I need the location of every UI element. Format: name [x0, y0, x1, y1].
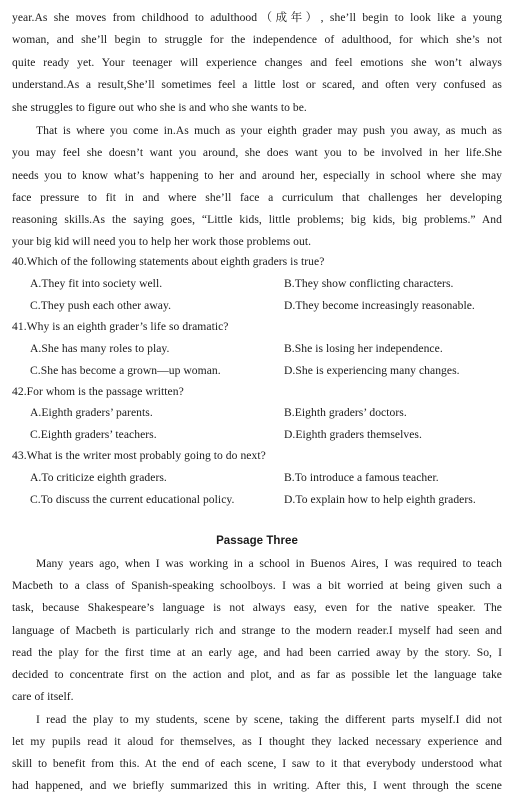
passage-line: needs you to know what’s happening to her and around her, especially in school where she may: [12, 169, 502, 182]
answer-option: B.To introduce a famous teacher.: [284, 471, 439, 484]
answer-option: D.To explain how to help eighth graders.: [284, 493, 476, 506]
passage-line: you may feel she doesn’t want you around, she does want you to be involved in her life.She: [12, 146, 502, 159]
passage-line: woman, and she’ll begin to struggle for the independence of adulthood, for which she’s not: [12, 33, 502, 46]
passage-line: That is where you come in.As much as your eighth grader may push you away, as much as: [36, 124, 502, 137]
question-stem: 42.For whom is the passage written?: [12, 385, 184, 398]
answer-option: A.She has many roles to play.: [30, 342, 170, 355]
section-heading: Passage Three: [216, 535, 298, 547]
answer-option: C.Eighth graders’ teachers.: [30, 428, 157, 441]
passage-line: read the play for the first time at an early age, and had been carried away by the story. So, I: [12, 646, 502, 659]
passage-line: let my pupils read it aloud for themselves, as I thought they lacked necessary experience and: [12, 735, 502, 748]
passage-line: had happened, and we briefly summarized this in writing. After this, I went through the scene: [12, 779, 502, 792]
passage-line: language of Macbeth is particularly rich and strange to the modern reader.I myself had seen and: [12, 624, 502, 637]
answer-option: C.They push each other away.: [30, 299, 172, 312]
passage-line: Many years ago, when I was working in a school in Buenos Aires, I was required to teach: [36, 557, 502, 570]
answer-option: D.Eighth graders themselves.: [284, 428, 422, 441]
passage-line: I read the play to my students, scene by scene, taking the different parts myself.I did not: [36, 713, 502, 726]
passage-line: face pressure to fit in and where she’ll face a curriculum that challenges her developing: [12, 191, 502, 204]
passage-line: quite ready yet. Your teenager will experience changes and feel emotions she won’t always: [12, 56, 502, 69]
passage-line: she struggles to figure out who she is and who she wants to be.: [12, 101, 307, 114]
passage-line: decided to concentrate first on the action and plot, and as far as possible let the language take: [12, 668, 502, 681]
passage-line: reasoning skills.As the saying goes, “Little kids, little problems; big kids, big problems.” And: [12, 213, 502, 226]
question-stem: 43.What is the writer most probably going to do next?: [12, 449, 266, 462]
passage-line: understand.As a result,She’ll sometimes feel a little lost or scared, and often very confused as: [12, 78, 502, 91]
passage-line: task, because Shakespeare’s language is not always easy, even for the native speaker. The: [12, 601, 502, 614]
passage-line: your big kid will need you to help her work those problems out.: [12, 235, 312, 248]
answer-option: A.To criticize eighth graders.: [30, 471, 167, 484]
answer-option: B.They show conflicting characters.: [284, 277, 454, 290]
answer-option: B.She is losing her independence.: [284, 342, 443, 355]
answer-option: A.They fit into society well.: [30, 277, 163, 290]
passage-line: year.As she moves from childhood to adulthood（成年）, she’ll begin to look like a young: [12, 11, 502, 24]
question-stem: 40.Which of the following statements about eighth graders is true?: [12, 255, 325, 268]
answer-option: C.She has become a grown—up woman.: [30, 364, 221, 377]
passage-line: Macbeth to a class of Spanish-speaking schoolboys. I was a bit worried at being given such a: [12, 579, 502, 592]
answer-option: A.Eighth graders’ parents.: [30, 406, 153, 419]
passage-line: skill to benefit from this. At the end of each scene, I saw to it that everybody understood what: [12, 757, 502, 770]
answer-option: D.She is experiencing many changes.: [284, 364, 460, 377]
answer-option: B.Eighth graders’ doctors.: [284, 406, 407, 419]
answer-option: D.They become increasingly reasonable.: [284, 299, 475, 312]
answer-option: C.To discuss the current educational policy.: [30, 493, 235, 506]
question-stem: 41.Why is an eighth grader’s life so dramatic?: [12, 320, 229, 333]
passage-line: care of itself.: [12, 690, 74, 703]
